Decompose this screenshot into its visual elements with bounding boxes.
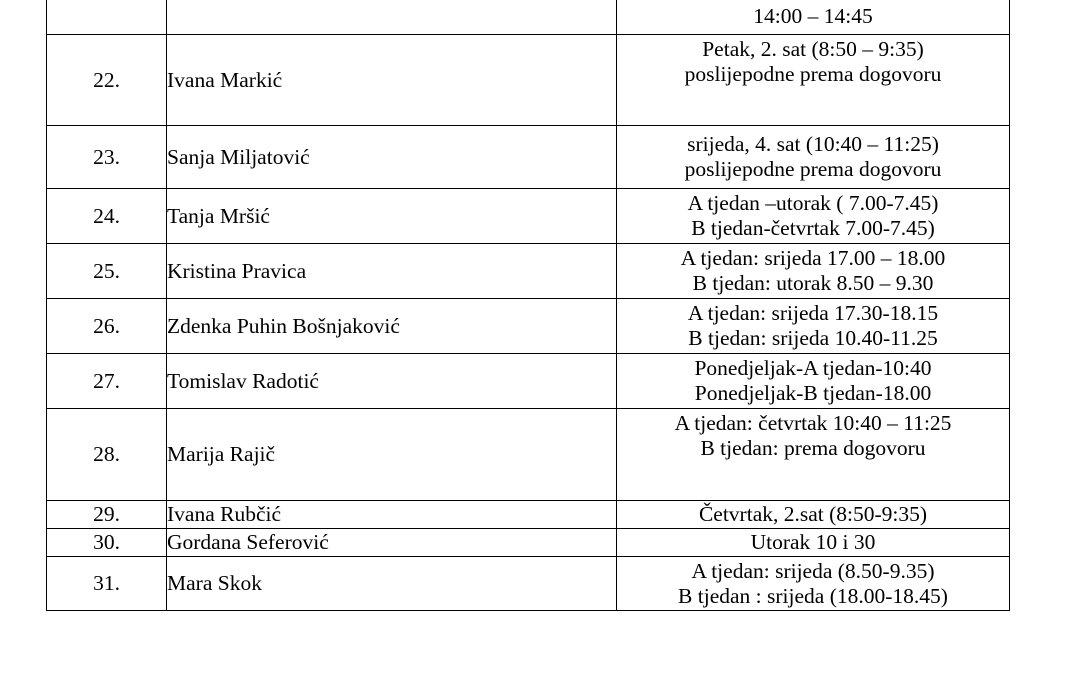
row-number: 29. — [47, 501, 167, 529]
row-number: 26. — [47, 299, 167, 354]
time-line: A tjedan: srijeda (8.50-9.35) — [691, 558, 935, 583]
table-row — [47, 354, 1010, 409]
table-row — [47, 501, 1010, 529]
table-row — [47, 409, 1010, 501]
time-line: A tjedan: srijeda 17.30-18.15 — [687, 301, 939, 325]
time-line: Ponedjeljak-B tjedan-18.00 — [694, 381, 932, 405]
table-row — [47, 35, 1010, 126]
table-row — [47, 244, 1010, 299]
consultation-time — [617, 354, 1010, 409]
teacher-name: Zdenka Puhin Bošnjaković — [167, 299, 617, 354]
consultation-schedule-table — [46, 0, 1010, 611]
table-row — [47, 557, 1010, 611]
time-line: A tjedan –utorak ( 7.00-7.45) — [687, 191, 939, 215]
table-row — [47, 126, 1010, 189]
time-line: 14:00 – 14:45 — [753, 4, 873, 28]
consultation-time — [617, 501, 1010, 529]
teacher-name — [167, 0, 617, 35]
time-line: B tjedan: utorak 8.50 – 9.30 — [692, 271, 934, 295]
time-line: B tjedan: srijeda 10.40-11.25 — [688, 326, 938, 350]
time-line: poslijepodne prema dogovoru — [684, 62, 942, 86]
row-number: 31. — [47, 557, 167, 611]
table-row — [47, 0, 1010, 35]
teacher-name: Ivana Markić — [167, 35, 617, 126]
row-number: 30. — [47, 529, 167, 557]
time-line: A tjedan: četvrtak 10:40 – 11:25 — [674, 411, 952, 435]
table-row — [47, 189, 1010, 244]
teacher-name: Tanja Mršić — [167, 189, 617, 244]
time-line: B tjedan : srijeda (18.00-18.45) — [678, 583, 948, 608]
consultation-time — [617, 557, 1010, 611]
teacher-name: Mara Skok — [167, 557, 617, 611]
teacher-name: Kristina Pravica — [167, 244, 617, 299]
consultation-time — [617, 126, 1010, 189]
teacher-name: Ivana Rubčić — [167, 501, 617, 529]
table-row — [47, 529, 1010, 557]
consultation-time — [617, 299, 1010, 354]
row-number: 23. — [47, 126, 167, 189]
row-number: 25. — [47, 244, 167, 299]
teacher-name: Tomislav Radotić — [167, 354, 617, 409]
row-number: 24. — [47, 189, 167, 244]
consultation-time — [617, 0, 1010, 35]
time-line: B tjedan: prema dogovoru — [700, 436, 926, 460]
consultation-time — [617, 189, 1010, 244]
time-line: A tjedan: srijeda 17.00 – 18.00 — [680, 246, 946, 270]
consultation-time — [617, 409, 1010, 501]
row-number: 28. — [47, 409, 167, 501]
time-line: Petak, 2. sat (8:50 – 9:35) — [702, 37, 924, 61]
consultation-time — [617, 35, 1010, 126]
teacher-name: Gordana Seferović — [167, 529, 617, 557]
time-line: Četvrtak, 2.sat (8:50-9:35) — [698, 502, 928, 526]
time-line: srijeda, 4. sat (10:40 – 11:25) — [687, 132, 939, 156]
teacher-name: Marija Rajič — [167, 409, 617, 501]
consultation-time — [617, 244, 1010, 299]
time-line: poslijepodne prema dogovoru — [684, 157, 942, 181]
row-number: 27. — [47, 354, 167, 409]
row-number: 22. — [47, 35, 167, 126]
time-line: B tjedan-četvrtak 7.00-7.45) — [691, 216, 935, 240]
table-row — [47, 299, 1010, 354]
time-line: Utorak 10 i 30 — [750, 530, 876, 554]
teacher-name: Sanja Miljatović — [167, 126, 617, 189]
time-line: Ponedjeljak-A tjedan-10:40 — [694, 356, 932, 380]
consultation-time — [617, 529, 1010, 557]
row-number — [47, 0, 167, 35]
